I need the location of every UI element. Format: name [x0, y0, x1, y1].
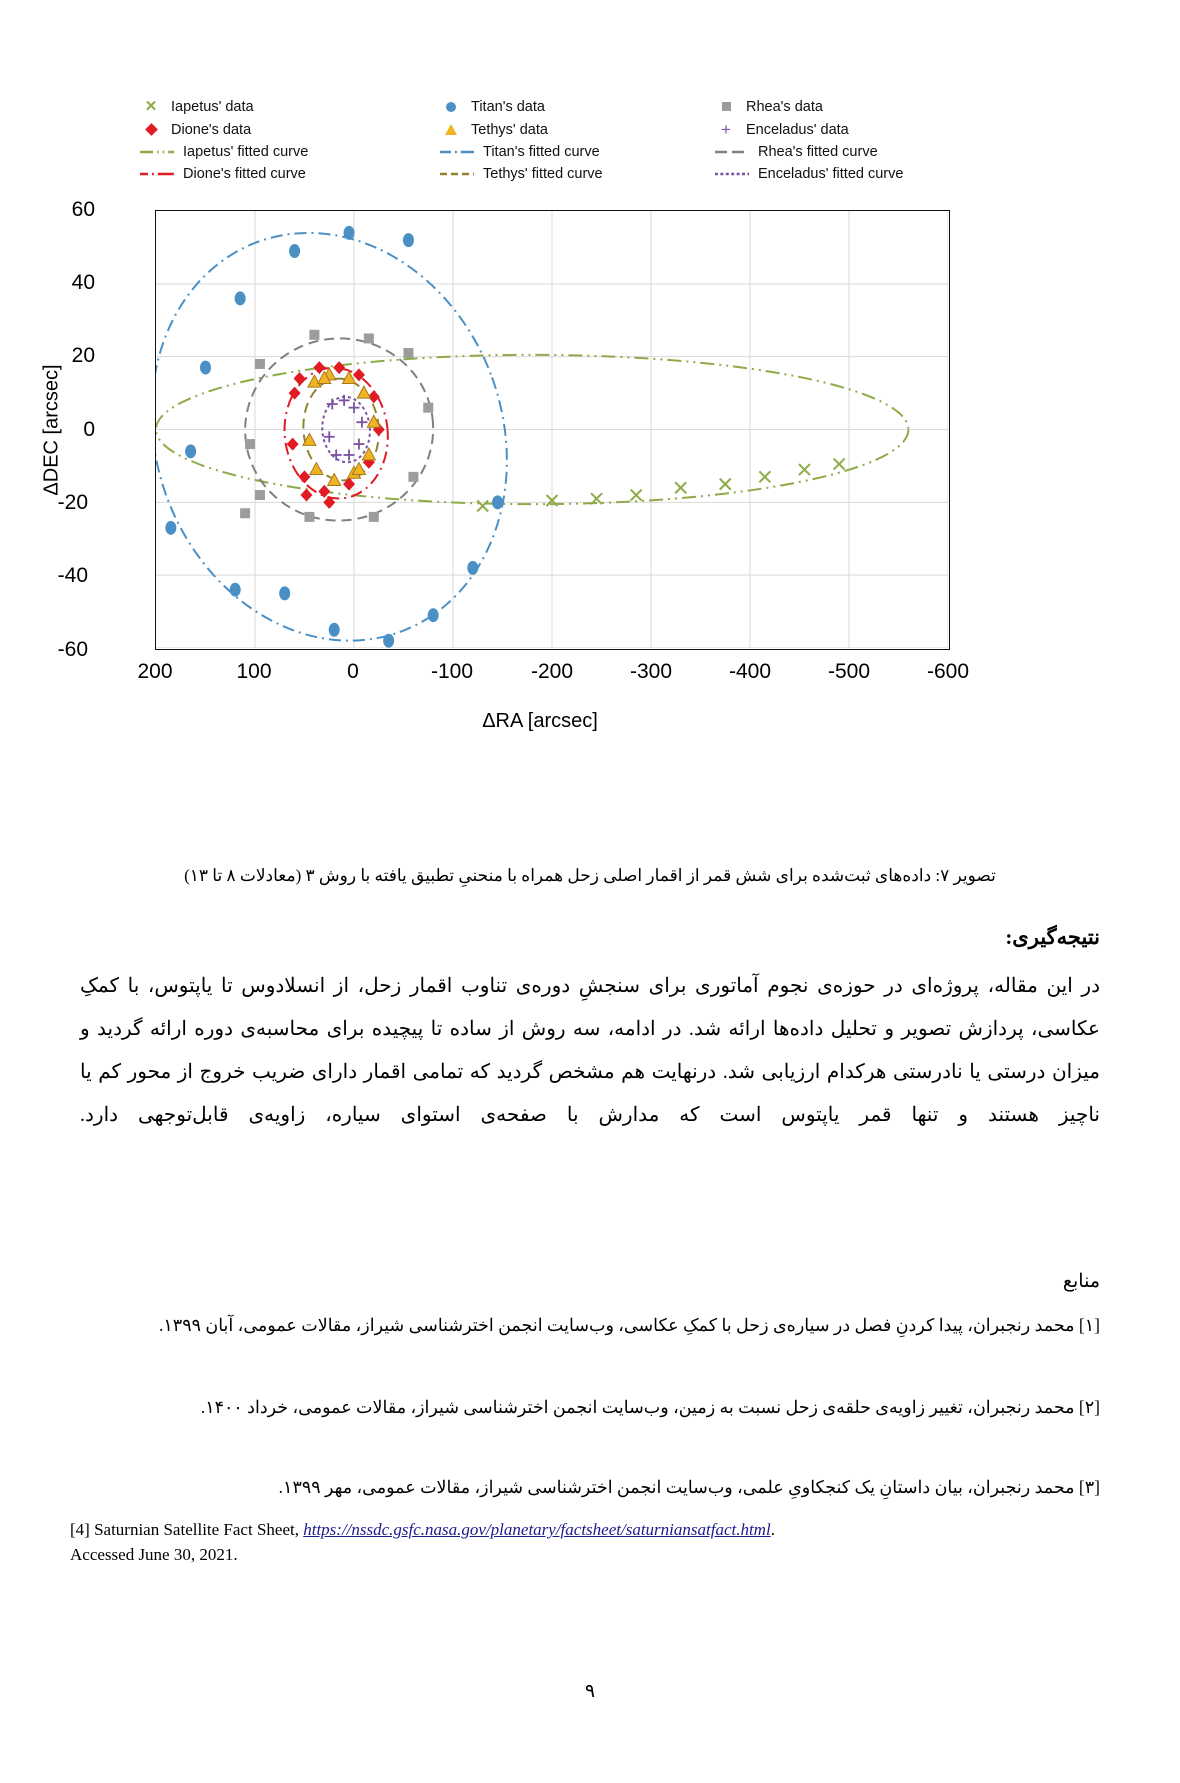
legend-item-tethys-curve	[440, 163, 715, 185]
x-tick: -100	[430, 660, 474, 683]
reference-4-suffix: .	[770, 1520, 775, 1539]
figure-7	[40, 95, 985, 855]
legend-item-tethys-data	[440, 118, 715, 141]
legend-item-rhea-curve	[715, 141, 980, 163]
y-axis-label: ΔDEC [arcsec]	[40, 364, 63, 496]
y-tick: -60	[57, 638, 88, 661]
plus-marker-icon: +	[721, 120, 731, 139]
triangle-marker-icon	[440, 124, 462, 135]
dash-dot-line-icon	[440, 146, 474, 158]
legend-label: Iapetus' data	[171, 98, 254, 115]
figure-caption: تصویر ۷: داده‌های ثبت‌شده برای شش قمر از اقمار اصلی زحل همراه با منحنیِ تطبیق یافته با روش ۳ (معادلات ۸ تا ۱۳)	[184, 866, 996, 885]
legend-label: Tethys' fitted curve	[483, 166, 603, 182]
legend-label: Dione's fitted curve	[183, 166, 306, 182]
legend-label: Iapetus' fitted curve	[183, 144, 309, 160]
plot-canvas	[156, 211, 948, 648]
reference-1: [۱] محمد رنجبران، پیدا کردنِ فصل در سیاره‌ی زحل با کمکِ عکاسی، وب‌سایت انجمن اخترشناسی شیراز، مقالات عمومی، آبان ۱۳۹۹.	[159, 1315, 1100, 1335]
legend-label: Enceladus' fitted curve	[758, 166, 904, 182]
scatter-plot	[155, 210, 950, 650]
dash-dot-dot-line-icon	[140, 146, 174, 158]
dashed-line-icon	[715, 146, 749, 158]
y-tick: -40	[57, 564, 88, 587]
reference-4-accessed: Accessed June 30, 2021.	[70, 1544, 238, 1564]
circle-marker-icon	[440, 102, 462, 112]
y-tick: 20	[71, 344, 95, 367]
y-tick: 0	[83, 418, 95, 441]
dash-dot-line-icon	[140, 168, 174, 180]
x-axis-label: ΔRA [arcsec]	[482, 710, 598, 732]
y-tick: -20	[57, 491, 88, 514]
legend-label: Titan's fitted curve	[483, 144, 600, 160]
diamond-marker-icon	[140, 125, 162, 134]
legend-item-titan-data	[440, 95, 715, 118]
x-marker-icon: ✕	[144, 98, 158, 115]
legend-item-rhea-data	[715, 95, 980, 118]
dotted-line-icon	[715, 168, 749, 180]
x-tick: -300	[629, 660, 673, 683]
chart-legend	[140, 95, 980, 190]
x-tick: 0	[347, 660, 359, 683]
reference-3: [۳] محمد رنجبران، بیان داستانِ یک کنجکاویِ علمی، وب‌سایت انجمن اخترشناسی شیراز، مقالات عمومی، مهر ۱۳۹۹.	[278, 1477, 1100, 1497]
legend-label: Enceladus' data	[746, 121, 849, 138]
y-tick: 60	[71, 198, 95, 221]
legend-label: Titan's data	[471, 98, 545, 115]
x-tick: -500	[827, 660, 871, 683]
legend-item-enceladus-curve	[715, 163, 980, 185]
legend-item-iapetus-curve	[140, 141, 440, 163]
legend-item-titan-curve	[440, 141, 715, 163]
square-marker-icon	[715, 102, 737, 111]
legend-label: Tethys' data	[471, 121, 548, 138]
x-tick: 100	[236, 660, 272, 683]
reference-2: [۲] محمد رنجبران، تغییر زاویه‌ی حلقه‌ی زحل نسبت به زمین، وب‌سایت انجمن اخترشناسی شیراز، مقالات عمومی، خرداد ۱۴۰۰.	[200, 1397, 1100, 1417]
conclusion-heading: نتیجه‌گیری:	[1005, 925, 1100, 949]
legend-item-iapetus-data	[140, 95, 440, 118]
legend-item-enceladus-data	[715, 118, 980, 141]
dashed-line-icon	[440, 168, 474, 180]
legend-item-dione-data	[140, 118, 440, 141]
y-tick: 40	[71, 271, 95, 294]
x-tick: -400	[728, 660, 772, 683]
reference-4	[70, 1518, 1110, 1567]
reference-4-link[interactable]: https://nssdc.gsfc.nasa.gov/planetary/factsheet/saturniansatfact.html	[303, 1520, 771, 1539]
legend-item-dione-curve	[140, 163, 440, 185]
x-tick: 200	[137, 660, 173, 683]
legend-label: Dione's data	[171, 121, 252, 138]
x-tick: -600	[926, 660, 970, 683]
legend-label: Rhea's data	[746, 98, 823, 115]
legend-label: Rhea's fitted curve	[758, 144, 878, 160]
page-number: ۹	[584, 1681, 596, 1702]
reference-4-prefix: [4] Saturnian Satellite Fact Sheet,	[70, 1520, 304, 1539]
x-tick: -200	[530, 660, 574, 683]
sources-heading: منابع	[1062, 1271, 1100, 1292]
conclusion-paragraph: در این مقاله، پروژه‌ای در حوزه‌ی نجوم آماتوری برای سنجشِ دوره‌ی تناوب اقمار زحل، از انسلادوس تا یاپتوس، با کمکِ عکاسی، پردازش تصویر و تحلیل داده‌ها ارائه شد. در ادامه، سه روش از ساده تا پیچیده برای محاسبه‌ی دوره ارائه گردید و میزان درستی یا نادرستی هرکدام ارزیابی شد. درنهایت هم مشخص گردید که تمامی اقمار دارای ضریب خروج از محور کم یا ناچیز هستند و تنها قمر یاپتوس است که مدارش با صفحه‌ی استوای سیاره، زاویه‌ی قابل‌توجهی دارد.	[80, 975, 1100, 1126]
